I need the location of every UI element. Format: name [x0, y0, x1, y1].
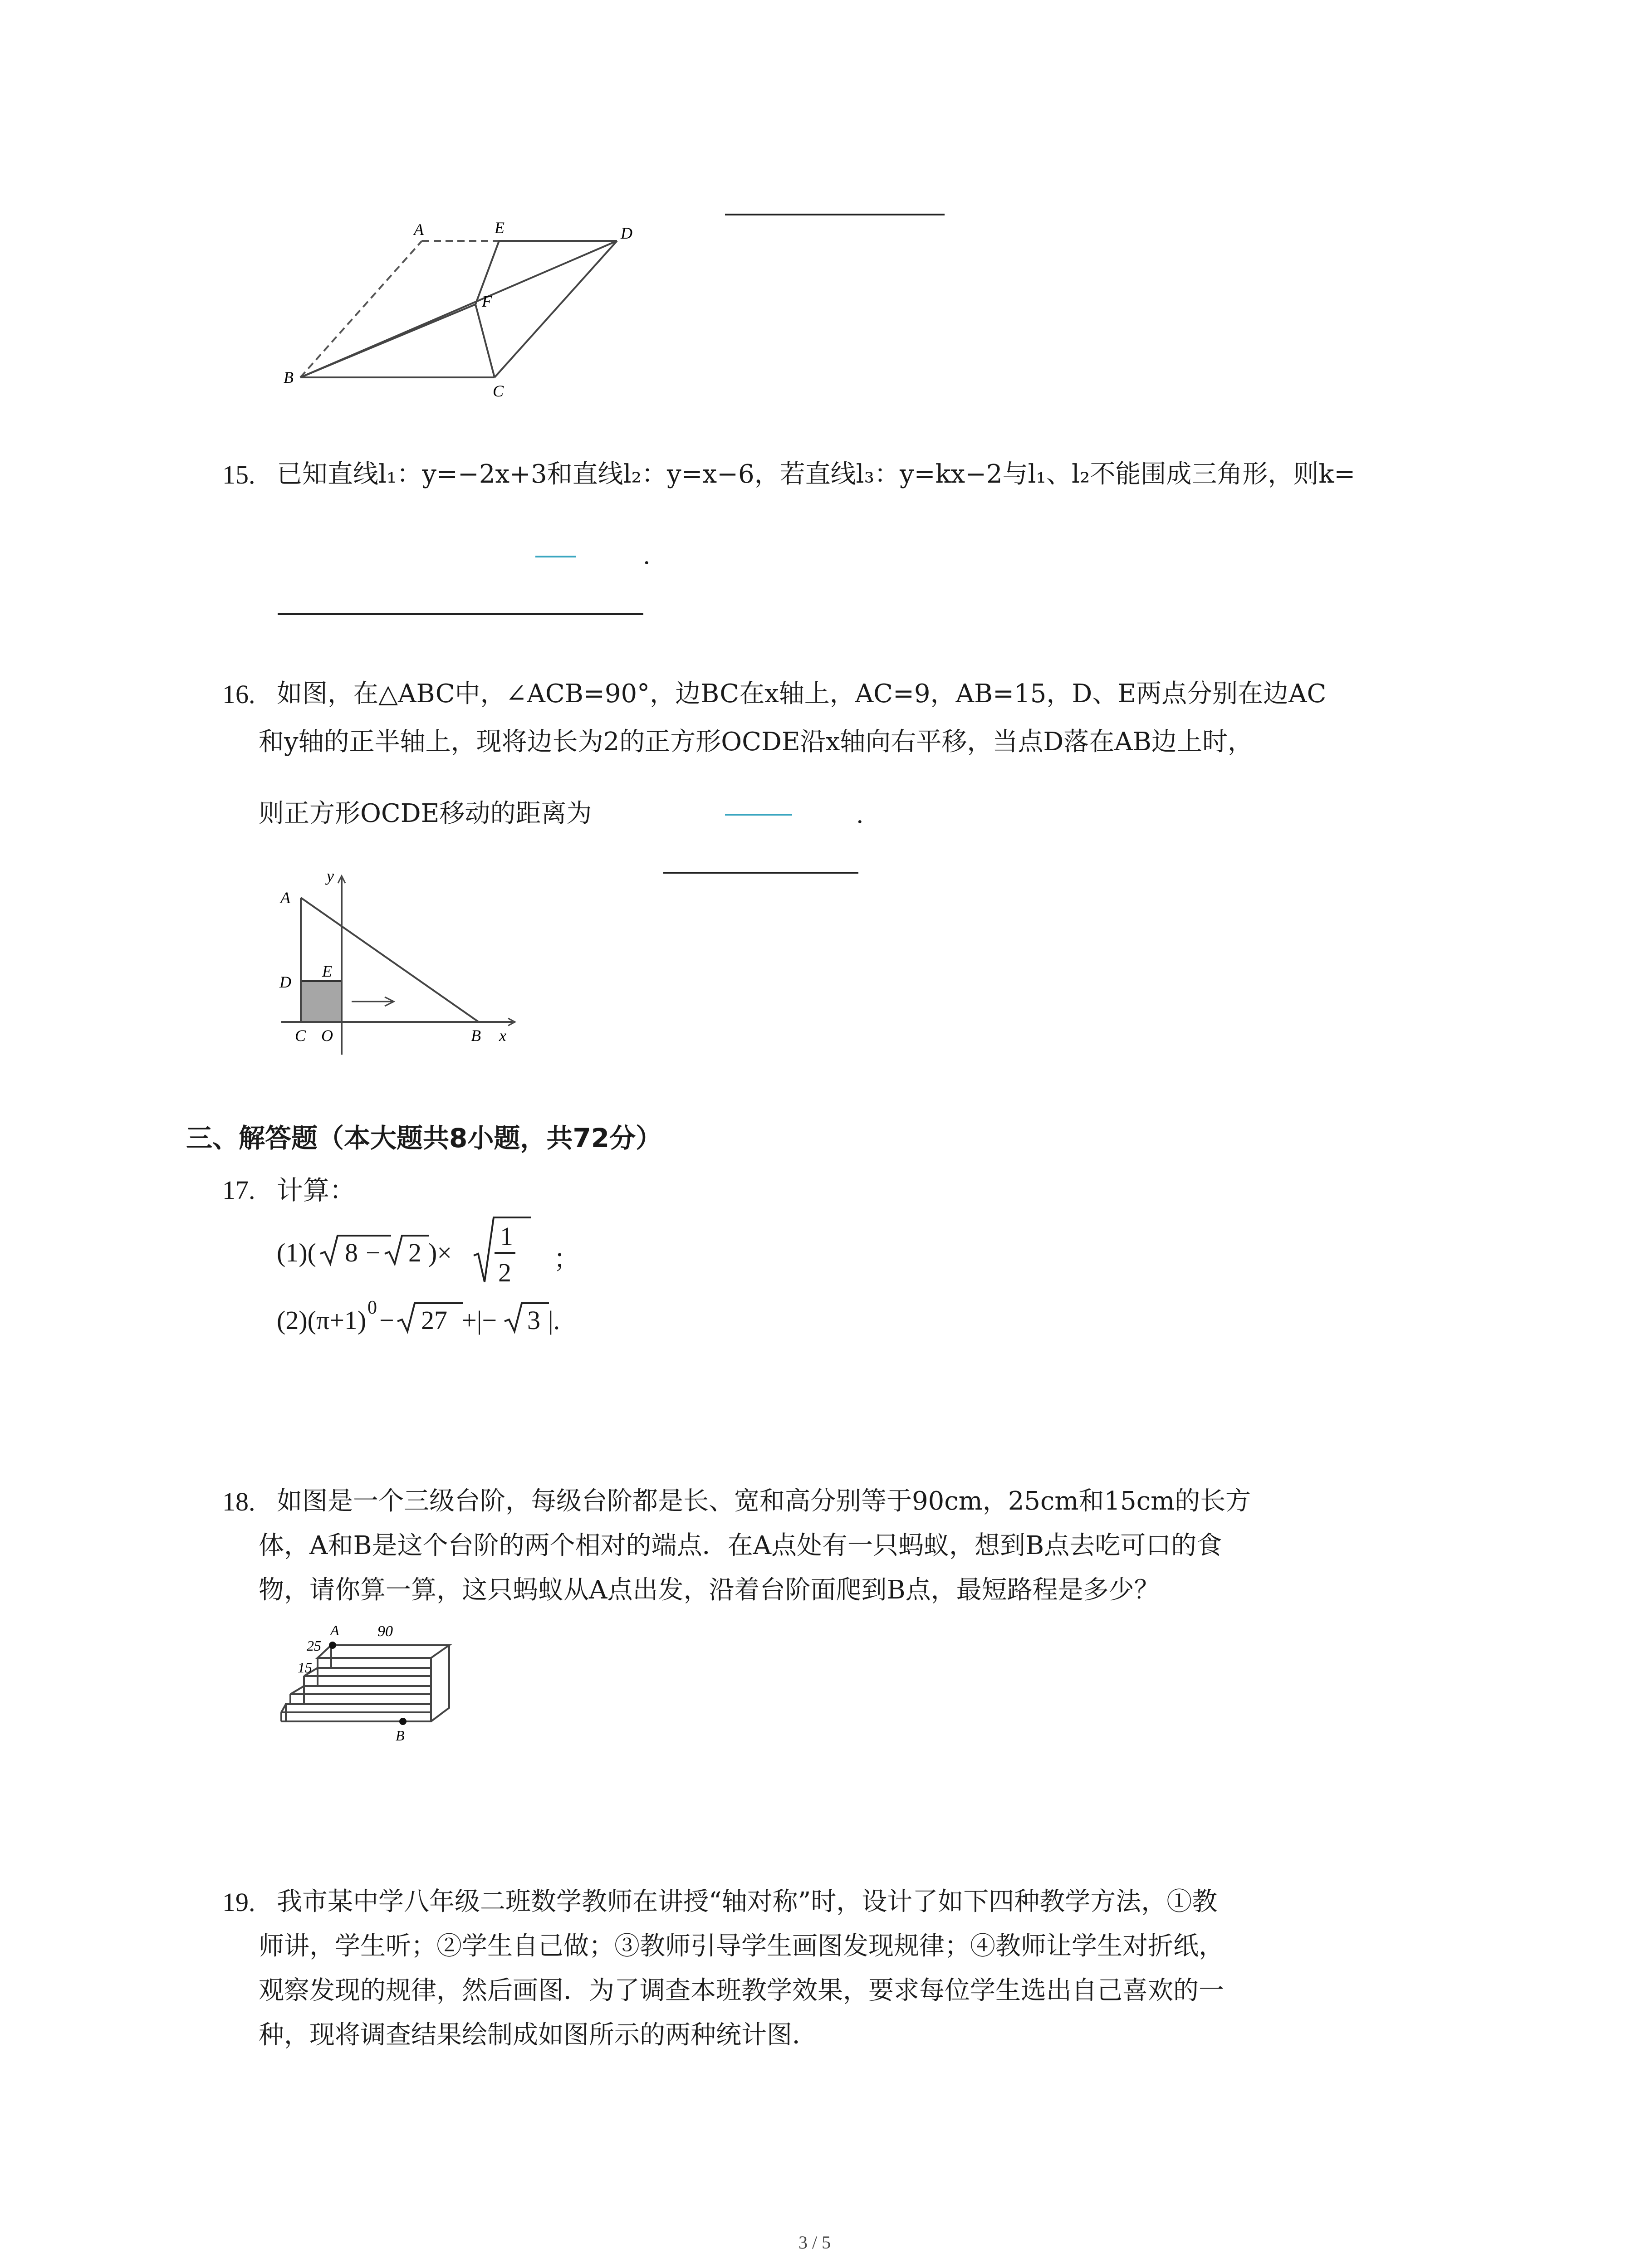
- q17-number: 17.: [222, 1175, 255, 1205]
- q18-label-A: A: [330, 1622, 339, 1638]
- q16-label-O: O: [321, 1026, 333, 1045]
- q17-p2-radicand-1: 27: [421, 1305, 447, 1335]
- q19-line1: 我市某中学八年级二班数学教师在讲授“轴对称”时，设计了如下四种教学方法，①教: [277, 1887, 1218, 1916]
- q14-label-C: C: [493, 382, 504, 400]
- q19-line3: 观察发现的规律，然后画图．为了调查本班教学效果，要求每位学生选出自己喜欢的一: [259, 1976, 1224, 2005]
- q16-answer-blank: [663, 872, 858, 874]
- q17-p1-radicand-1: 8: [345, 1238, 358, 1267]
- q18-line3: 物，请你算一算，这只蚂蚁从A点出发，沿着台阶面爬到B点，最短路程是多少？: [259, 1575, 1160, 1605]
- q19-line2: 师讲，学生听；②学生自己做；③教师引导学生画图发现规律；④教师让学生对折纸，: [259, 1931, 1224, 1961]
- q18-label-B: B: [396, 1727, 405, 1744]
- q16-line2: 和y轴的正半轴上，现将边长为2的正方形OCDE沿x轴向右平移，当点D落在AB边上时，: [259, 727, 1253, 757]
- q15-period: .: [643, 540, 650, 570]
- q16-label-y: y: [327, 867, 334, 885]
- q17-p2-radicand-2: 3: [527, 1305, 540, 1335]
- q14-label-E: E: [495, 219, 505, 237]
- section3-title: 三、解答题（本大题共8小题，共72分）: [186, 1123, 662, 1154]
- q14-label-D: D: [621, 224, 632, 242]
- q14-parallelogram-figure: [272, 213, 644, 408]
- q16-label-A: A: [280, 889, 290, 907]
- q18-label-25: 25: [307, 1637, 321, 1654]
- q18-label-15: 15: [298, 1659, 312, 1676]
- q14-label-F: F: [482, 292, 492, 310]
- q16-line3: 则正方形OCDE移动的距离为: [259, 799, 592, 828]
- q16-label-B: B: [471, 1026, 481, 1045]
- q16-line1: 如图，在△ABC中，∠ACB=90°，边BC在x轴上，AC=9，AB=15，D、E两点分别在边AC: [277, 679, 1327, 709]
- q16-label-D: D: [279, 973, 291, 991]
- q17-p1-numerator: 1: [500, 1222, 513, 1251]
- q18-number: 18.: [222, 1487, 255, 1516]
- q16-period: .: [857, 799, 863, 829]
- q18-line1: 如图是一个三级台阶，每级台阶都是长、宽和高分别等于90cm，25cm和15cm的长方: [277, 1486, 1251, 1516]
- q14-answer-blank: [725, 214, 945, 215]
- q17-p1-radicand-2: 2: [408, 1238, 421, 1267]
- q19-line4: 种，现将调查结果绘制成如图所示的两种统计图．: [259, 2020, 818, 2050]
- q18-stairs-figure: [272, 1613, 463, 1749]
- q16-label-x: x: [499, 1026, 506, 1045]
- q17-p2-mid: +|−: [462, 1305, 497, 1335]
- q16-label-C: C: [295, 1026, 306, 1045]
- q16-number: 16.: [222, 679, 255, 709]
- q15-answer-mark: [535, 556, 576, 557]
- q17-p1-minus: −: [366, 1238, 381, 1267]
- q17-p1-fraction-bar: [495, 1252, 515, 1254]
- q17-p1-end: ；: [554, 1244, 580, 1274]
- q17-p2-minus: −: [379, 1305, 394, 1335]
- q17-p2-end: |.: [548, 1305, 560, 1335]
- q15-answer-blank: [278, 613, 643, 615]
- q17-p1-denominator: 2: [498, 1258, 511, 1287]
- q16-label-E: E: [322, 962, 332, 980]
- q17-p1-times: )×: [428, 1238, 452, 1267]
- q16-answer-mark: [725, 814, 792, 816]
- q15-number: 15.: [222, 460, 255, 489]
- page-number: 3 / 5: [798, 2232, 831, 2253]
- q18-label-90: 90: [377, 1623, 393, 1640]
- q19-number: 19.: [222, 1887, 255, 1917]
- q14-label-B: B: [284, 368, 294, 386]
- q15-text: 已知直线l₁：y=−2x+3和直线l₂：y=x−6，若直线l₃：y=kx−2与l₁、l₂不能围成三角形，则k=: [277, 459, 1356, 489]
- q16-figure: [268, 869, 522, 1064]
- q14-label-A: A: [414, 220, 424, 239]
- q18-line2: 体，A和B是这个台阶的两个相对的端点．在A点处有一只蚂蚁，想到B点去吃可口的食: [259, 1531, 1222, 1560]
- q17-p2-exponent: 0: [367, 1297, 377, 1318]
- q17-p2-prefix: (2)(π+1): [277, 1305, 367, 1335]
- q17-p1-prefix: (1)(: [277, 1238, 316, 1267]
- q17-stem: 计算：: [277, 1175, 356, 1206]
